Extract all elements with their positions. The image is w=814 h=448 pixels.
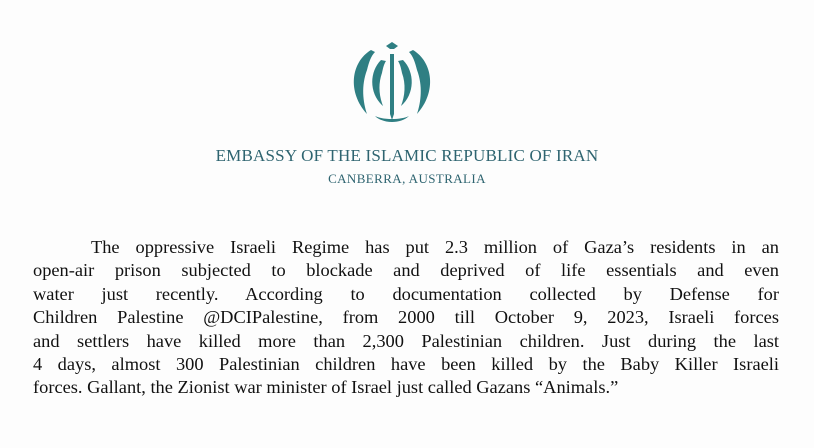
statement-line: open-air prison subjected to blockade and deprived of life essentials and even (33, 260, 779, 281)
statement-line: forces. Gallant, the Zionist war minister of Israel just called Gazans “Animals.” (33, 377, 619, 398)
statement-line: water just recently. According to documentation collected by Defense for (33, 283, 779, 304)
statement-line: The oppressive Israeli Regime has put 2.3 million of Gaza’s residents in an (91, 237, 779, 257)
statement-line: Children Palestine @DCIPalestine, from 2000 till October 9, 2023, Israeli forces (33, 307, 779, 328)
statement-line: 4 days, almost 300 Palestinian children have been killed by the Baby Killer Israeli (33, 354, 779, 375)
embassy-name: EMBASSY OF THE ISLAMIC REPUBLIC OF IRAN (215, 146, 599, 165)
embassy-location: CANBERRA, AUSTRALIA (328, 171, 486, 186)
statement-line: and settlers have killed more than 2,300 Palestinian children. Just during the last (33, 330, 779, 351)
statement-paragraph (33, 236, 779, 400)
iran-emblem-icon (341, 40, 443, 126)
